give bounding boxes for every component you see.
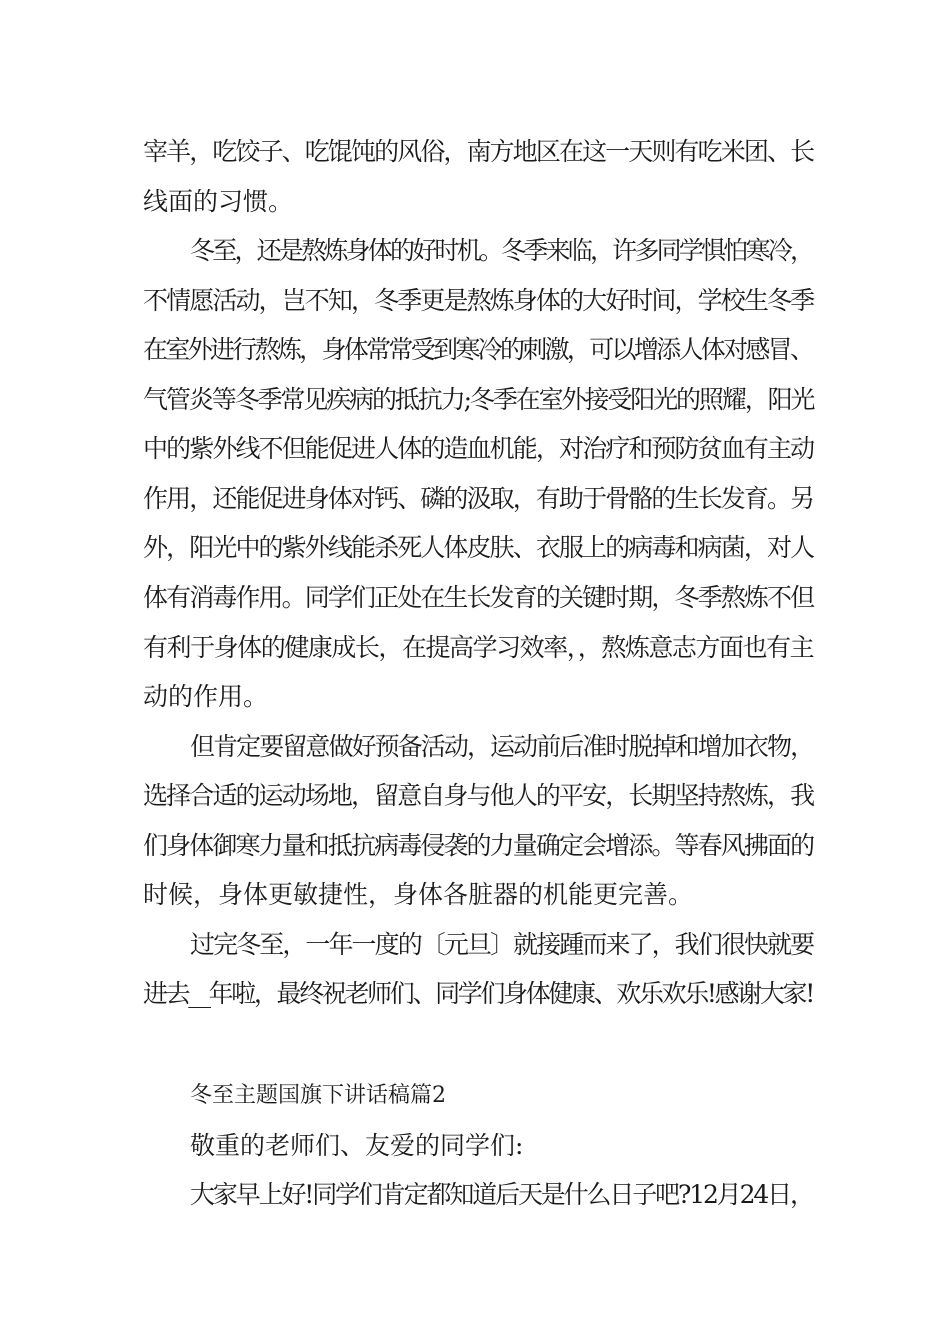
text-line: 有利于身体的健康成长，在提高学习效率，，熬炼意志方面也有主	[143, 633, 814, 662]
paragraph-first-line: 大家早上好!同学们肯定都知道后天是什么日子吧?12月24日，	[190, 1180, 813, 1209]
text-line: 线面的习惯。	[143, 187, 294, 216]
text-line: 气管炎等冬季常见疾病的抵抗力;冬季在室外接受阳光的照耀，阳光	[143, 385, 814, 414]
section-heading: 冬至主题国旗下讲话稿篇2	[190, 1083, 446, 1108]
text-line: 外，阳光中的紫外线能杀死人体皮肤、衣服上的病毒和病菌，对人	[143, 533, 814, 562]
paragraph-first-line: 过完冬至，一年一度的〔元旦〕就接踵而来了，我们很快就要	[190, 930, 814, 959]
text-line: 体有消毒作用。同学们正处在生长发育的关键时期，冬季熬炼不但	[143, 583, 814, 612]
paragraph-first-line: 冬至，还是熬炼身体的好时机。冬季来临，许多同学惧怕寒冷，	[190, 236, 813, 265]
text-line: 选择合适的运动场地，留意自身与他人的平安，长期坚持熬炼，我	[143, 781, 814, 810]
text-line: 不情愿活动，岂不知，冬季更是熬炼身体的大好时间，学校生冬季	[143, 286, 814, 315]
salutation: 敬重的老师们、友爱的同学们:	[190, 1131, 524, 1160]
text-line: 中的紫外线不但能促进人体的造血机能，对治疗和预防贫血有主动	[143, 434, 814, 463]
paragraph-first-line: 但肯定要留意做好预备活动，运动前后准时脱掉和增加衣物，	[190, 732, 814, 761]
text-line: 时候，身体更敏捷性，身体各脏器的机能更完善。	[143, 880, 694, 909]
text-line: 动的作用。	[143, 682, 269, 711]
text-line: 宰羊，吃饺子、吃馄饨的风俗，南方地区在这一天则有吃米团、长	[143, 137, 814, 166]
text-line: 在室外进行熬炼，身体常常受到寒冷的刺激，可以增添人体对感冒、	[143, 335, 813, 364]
text-line: 们身体御寒力量和抵抗病毒侵袭的力量确定会增添。等春风拂面的	[143, 831, 814, 860]
text-line: 作用，还能促进身体对钙、磷的汲取，有助于骨骼的生长发育。另	[143, 484, 814, 513]
text-line: 进去__年啦，最终祝老师们、同学们身体健康、欢乐欢乐!感谢大家!	[143, 979, 813, 1008]
